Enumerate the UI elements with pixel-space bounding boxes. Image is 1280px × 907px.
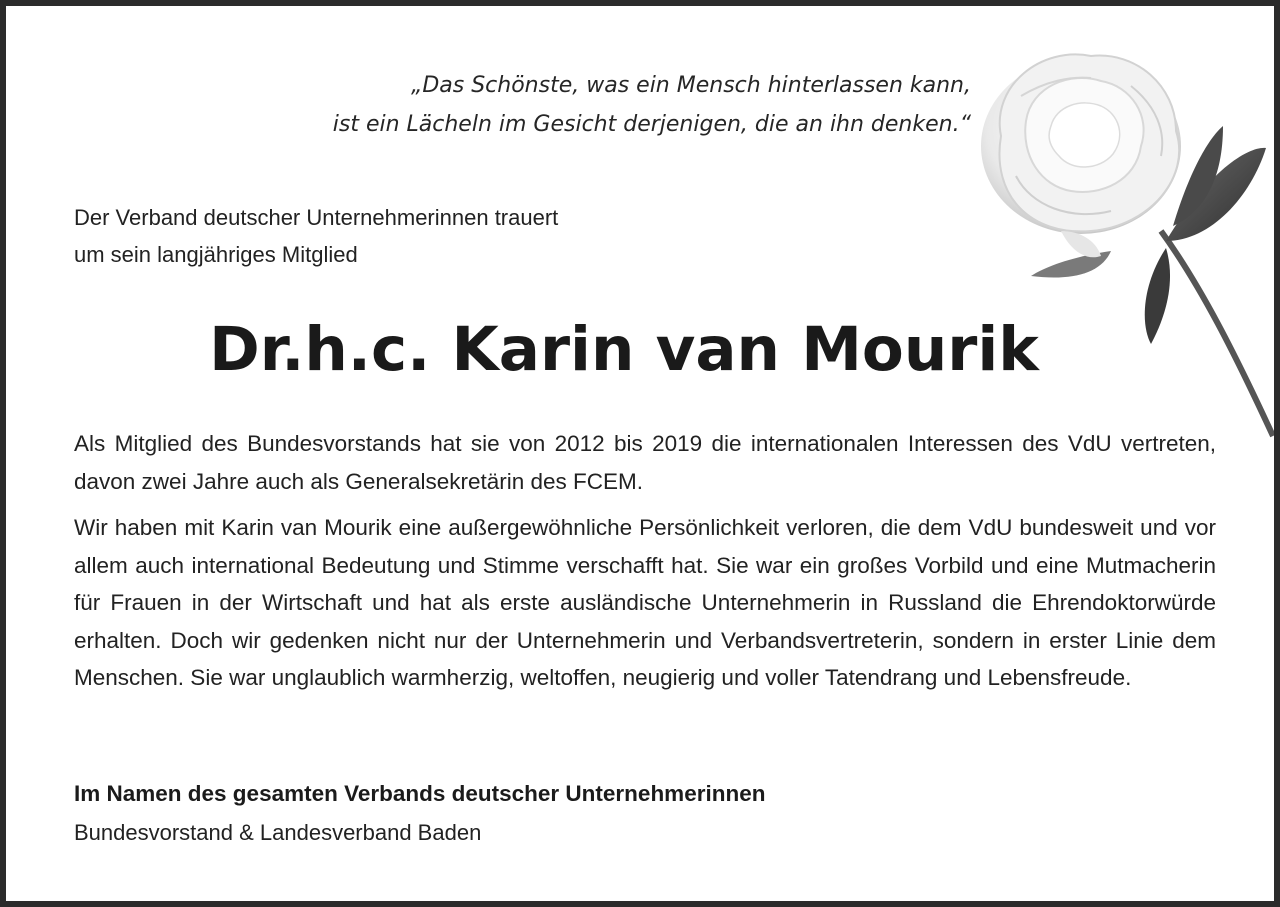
paragraph-board-role: Als Mitglied des Bundesvorstands hat sie von 2012 bis 2019 die internationalen Interessen des VdU vertreten, davon zwei Jahre auch als Generalsekretärin des FCEM. xyxy=(74,431,1216,494)
memorial-quote xyxy=(196,66,971,144)
deceased-name: Dr.h.c. Karin van Mourik xyxy=(209,314,1039,385)
obituary-body xyxy=(74,425,1216,697)
intro-line-2: um sein langjähriges Mitglied xyxy=(74,242,358,267)
intro-line-1: Der Verband deutscher Unternehmerinnen trauert xyxy=(74,205,559,230)
quote-line-1: „Das Schönste, was ein Mensch hinterlassen kann, xyxy=(410,73,971,98)
paragraph-tribute: Wir haben mit Karin van Mourik eine außergewöhnliche Persönlichkeit verloren, die dem VdU bundesweit und vor allem auch international Bedeutung und Stimme verschafft hat. Sie war ein großes Vorbild und eine Mutmacherin für Frauen in der Wirtschaft und hat als erste ausländische Unternehmerin in Russland die Ehrendoktorwürde erhalten. Doch wir gedenken nicht nur der Unternehmerin und Verbandsvertreterin, sondern in erster Linie dem Menschen. Sie war unglaublich warmherzig, weltoffen, neugierig und voller Tatendrang und Lebensfreude. xyxy=(74,515,1216,690)
quote-line-2: ist ein Lächeln im Gesicht derjenigen, die an ihn denken.“ xyxy=(332,112,971,137)
mourning-intro xyxy=(74,199,558,273)
signature-on-behalf: Im Namen des gesamten Verbands deutscher Unternehmerinnen xyxy=(74,781,766,806)
signature-board: Bundesvorstand & Landesverband Baden xyxy=(74,820,482,845)
